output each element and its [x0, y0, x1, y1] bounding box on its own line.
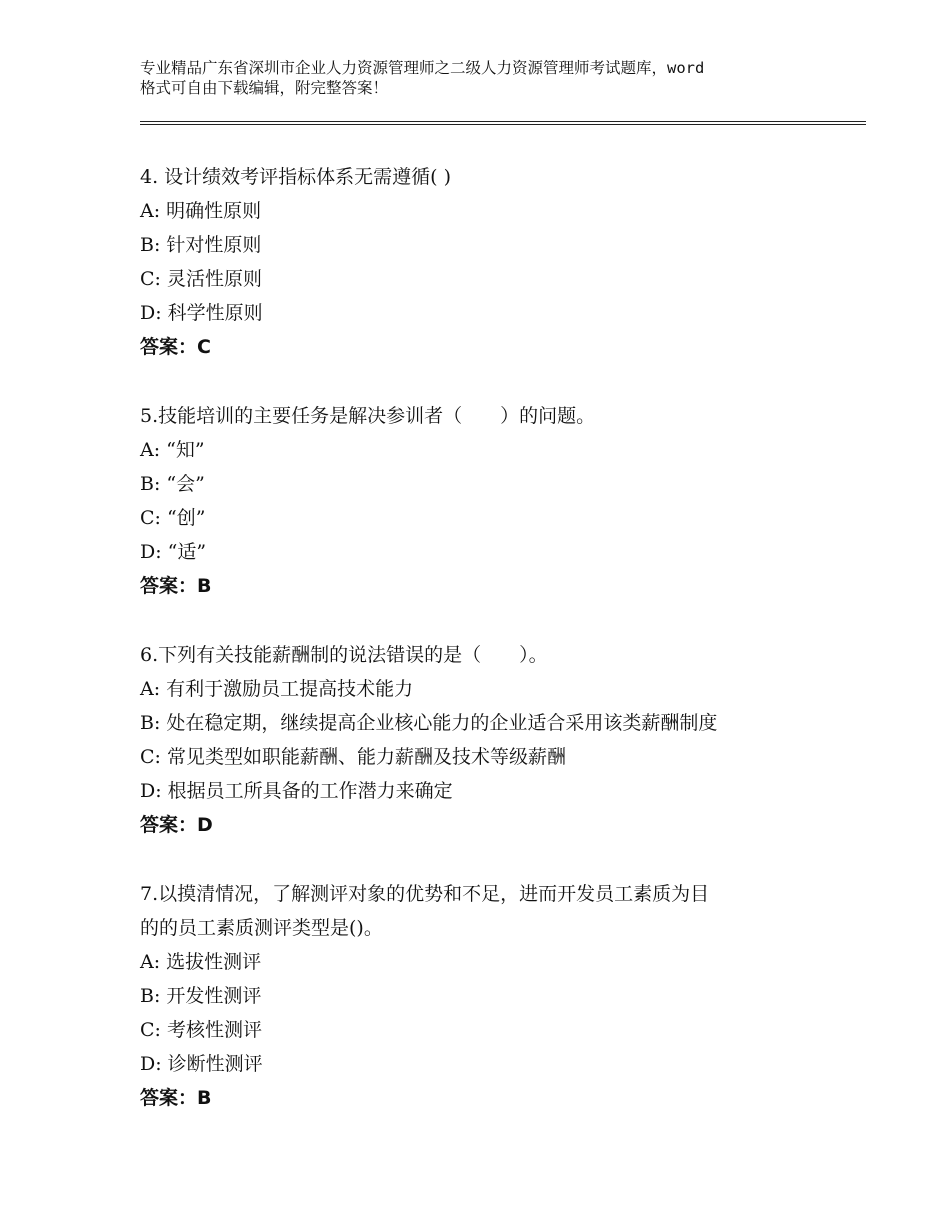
question-7 — [140, 877, 860, 1115]
option-b: B: 针对性原则 — [140, 234, 262, 256]
option-c: C: 常见类型如职能薪酬、能力薪酬及技术等级薪酬 — [140, 746, 566, 768]
option-a: A: “知” — [140, 439, 205, 461]
option-a: A: 有利于激励员工提高技术能力 — [140, 678, 414, 700]
option-c: C: 考核性测评 — [140, 1019, 262, 1041]
option-c: C: “创” — [140, 507, 206, 529]
header-line-1: 专业精品广东省深圳市企业人力资源管理师之二级人力资源管理师考试题库，word — [140, 59, 705, 77]
option-c: C: 灵活性原则 — [140, 268, 262, 290]
option-b: B: 处在稳定期，继续提高企业核心能力的企业适合采用该类薪酬制度 — [140, 712, 718, 734]
document-header — [140, 58, 840, 98]
option-d: D: “适” — [140, 541, 207, 563]
option-a: A: 选拔性测评 — [140, 951, 262, 973]
question-stem: 5.技能培训的主要任务是解决参训者（ ）的问题。 — [140, 405, 596, 427]
question-stem-line-2: 的的员工素质测评类型是()。 — [140, 917, 383, 939]
answer: 答案：C — [140, 336, 211, 358]
question-stem: 6.下列有关技能薪酬制的说法错误的是（ ）。 — [140, 644, 548, 666]
option-b: B: 开发性测评 — [140, 985, 262, 1007]
option-a: A: 明确性原则 — [140, 200, 262, 222]
question-5 — [140, 399, 860, 603]
option-d: D: 科学性原则 — [140, 302, 263, 324]
question-stem: 4. 设计绩效考评指标体系无需遵循( ) — [140, 166, 452, 188]
question-stem-line-1: 7.以摸清情况，了解测评对象的优势和不足，进而开发员工素质为目 — [140, 883, 710, 905]
question-4 — [140, 160, 860, 364]
header-divider-top — [140, 121, 866, 122]
answer: 答案：B — [140, 1087, 212, 1109]
header-line-2: 格式可自由下载编辑，附完整答案！ — [140, 79, 389, 97]
answer: 答案：D — [140, 814, 213, 836]
option-b: B: “会” — [140, 473, 205, 495]
option-d: D: 根据员工所具备的工作潜力来确定 — [140, 780, 453, 802]
option-d: D: 诊断性测评 — [140, 1053, 263, 1075]
answer: 答案：B — [140, 575, 212, 597]
question-6 — [140, 638, 860, 842]
header-divider-bottom — [140, 124, 866, 125]
